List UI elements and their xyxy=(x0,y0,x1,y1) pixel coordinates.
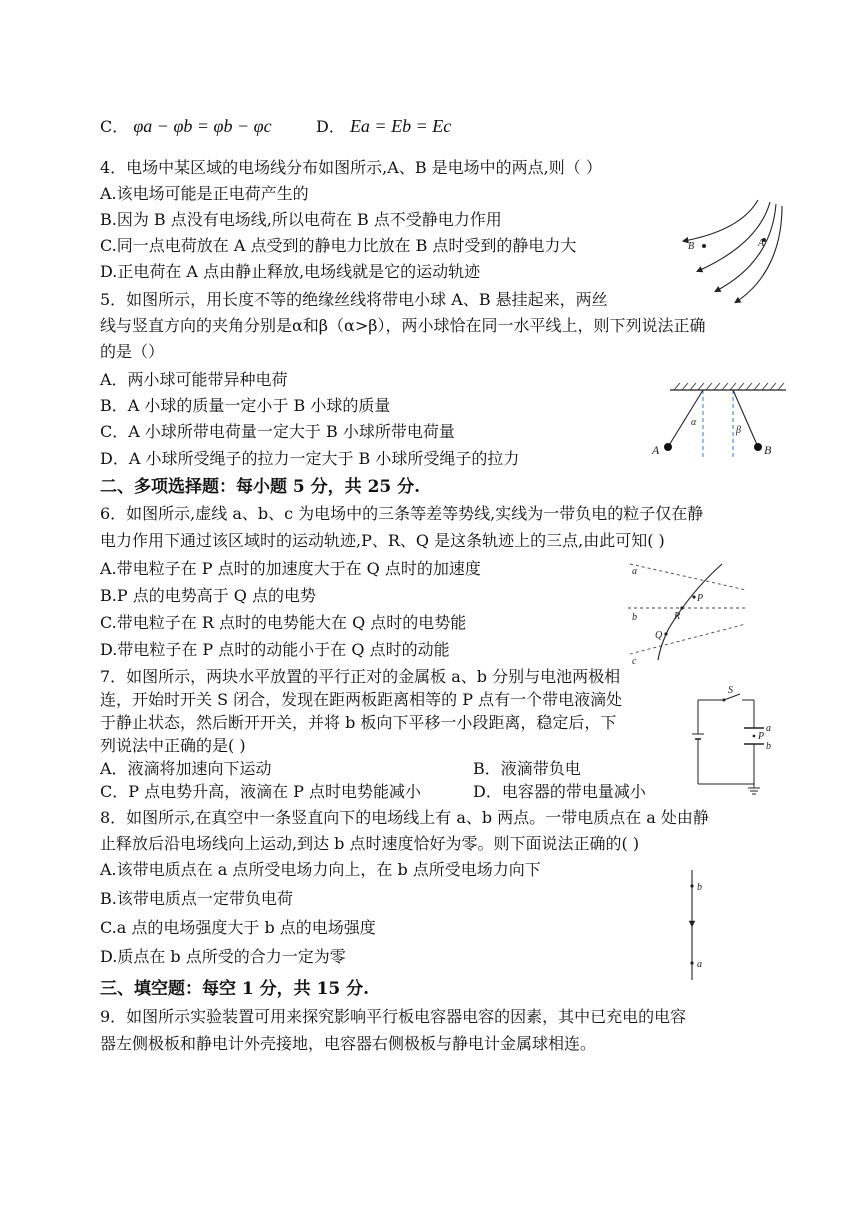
q6-label-b: b xyxy=(632,612,637,623)
q5-label-beta: β xyxy=(736,425,741,436)
q5-suspended-balls-figure xyxy=(648,380,790,462)
q4-label-b: B xyxy=(688,241,695,252)
q6-stem-line2: 电力作用下通过该区域时的运动轨迹,P、R、Q 是这条轨迹上的三点,由此可知( ) xyxy=(100,531,665,550)
q4-option-c: C.同一点电荷放在 A 点受到的静电力比放在 B 点时受到的静电力大 xyxy=(100,236,577,255)
q3-d-formula: Ea = Eb = Ec xyxy=(349,116,452,136)
q6-equipotential-figure xyxy=(624,560,750,666)
q7-option-d: D．电容器的带电量减小 xyxy=(473,782,646,801)
q8-option-a: A.该带电质点在 a 点所受电场力向上，在 b 点所受电场力向下 xyxy=(100,860,541,879)
q7-label-p: P xyxy=(758,731,765,742)
q5-option-c: C．A 小球所带电荷量一定大于 B 小球所带电荷量 xyxy=(100,422,455,441)
q8-label-a: a xyxy=(697,959,702,970)
q8-vertical-field-line-figure xyxy=(682,866,712,984)
q5-option-a: A．两小球可能带异种电荷 xyxy=(100,370,288,389)
q8-option-d: D.质点在 b 点所受的合力一定为零 xyxy=(100,947,346,966)
q6-label-q: Q xyxy=(655,630,663,641)
q6-label-p: P xyxy=(697,593,704,604)
q7-stem-line2: 连，开始时开关 S 闭合，发现在距两板距离相等的 P 点有一个带电液滴处 xyxy=(100,690,623,709)
q7-option-a: A．液滴将加速向下运动 xyxy=(100,759,272,778)
q8-stem-line2: 止释放后沿电场线向上运动,到达 b 点时速度恰好为零。则下面说法正确的( ) xyxy=(100,834,640,853)
q3-c-formula: φa − φb = φb − φc xyxy=(133,116,272,136)
q3-option-c xyxy=(100,116,272,137)
q8-label-b: b xyxy=(697,882,702,893)
q7-stem-line1: 7．如图所示，两块水平放置的平行正对的金属板 a、b 分别与电池两极相 xyxy=(100,667,621,686)
q6-option-b: B.P 点的电势高于 Q 点的电势 xyxy=(100,586,316,605)
q5-option-b: B．A 小球的质量一定小于 B 小球的质量 xyxy=(100,396,391,415)
q8-option-b: B.该带电质点一定带负电荷 xyxy=(100,889,293,908)
q5-label-b: B xyxy=(764,443,772,457)
q4-label-a: A xyxy=(758,238,765,249)
q3-option-d xyxy=(316,116,451,137)
q7-stem-line4: 列说法中正确的是( ) xyxy=(100,736,246,755)
q3-d-label: D． xyxy=(316,117,345,136)
q7-stem-line3: 于静止状态，然后断开开关，并将 b 板向下平移一小段距离，稳定后，下 xyxy=(100,713,617,732)
q9-stem-line1: 9．如图所示实验装置可用来探究影响平行板电容器电容的因素，其中已充电的电容 xyxy=(100,1007,687,1026)
q9-stem-line2: 器左侧极板和静电计外壳接地，电容器右侧极板与静电计金属球相连。 xyxy=(100,1034,597,1053)
section-2-heading: 二、多项选择题：每小题 5 分，共 25 分. xyxy=(100,477,421,497)
q8-option-c: C.a 点的电场强度大于 b 点的电场强度 xyxy=(100,918,376,937)
q4-option-b: B.因为 B 点没有电场线,所以电荷在 B 点不受静电力作用 xyxy=(100,210,502,229)
q7-capacitor-circuit-figure xyxy=(688,684,782,796)
q7-option-c: C．P 点电势升高，液滴在 P 点时电势能减小 xyxy=(100,782,422,801)
q6-option-c: C.带电粒子在 R 点时的电势能大在 Q 点时的电势能 xyxy=(100,613,467,632)
q6-label-r: R xyxy=(674,611,681,622)
q6-label-c: c xyxy=(632,656,637,666)
q6-option-d: D.带电粒子在 P 点时的动能小于在 Q 点时的动能 xyxy=(100,640,450,659)
q6-stem-line1: 6．如图所示,虚线 a、b、c 为电场中的三条等差等势线,实线为一带负电的粒子仅在静 xyxy=(100,504,704,523)
section-3-heading: 三、填空题：每空 1 分，共 15 分. xyxy=(100,979,370,999)
q6-option-a: A.带电粒子在 P 点时的加速度大于在 Q 点时的加速度 xyxy=(100,559,481,578)
q7-label-b: b xyxy=(766,741,771,752)
q5-option-d: D．A 小球所受绳子的拉力一定大于 B 小球所受绳子的拉力 xyxy=(100,449,520,468)
q3-c-label: C． xyxy=(100,117,129,136)
q4-option-d: D.正电荷在 A 点由静止释放,电场线就是它的运动轨迹 xyxy=(100,262,481,281)
q5-label-alpha: α xyxy=(691,417,697,428)
q7-label-s: S xyxy=(728,685,733,696)
q5-stem-line2: 线与竖直方向的夹角分别是α和β（α>β），两小球恰在同一水平线上，则下列说法正确 xyxy=(100,316,706,335)
q4-option-a: A.该电场可能是正电荷产生的 xyxy=(100,184,309,203)
q5-stem-line1: 5．如图所示，用长度不等的绝缘丝线将带电小球 A、B 悬挂起来，两丝 xyxy=(100,290,608,309)
q5-label-a: A xyxy=(652,443,660,457)
q5-stem-line3: 的是（） xyxy=(100,342,165,361)
q7-label-a: a xyxy=(766,723,771,734)
q4-stem: 4．电场中某区域的电场线分布如图所示,A、B 是电场中的两点,则（ ） xyxy=(100,158,602,177)
q4-field-line-figure xyxy=(676,196,786,308)
q7-option-b: B．液滴带负电 xyxy=(473,759,581,778)
q8-stem-line1: 8．如图所示,在真空中一条竖直向下的电场线上有 a、b 两点。一带电质点在 a 处由静 xyxy=(100,808,709,827)
q6-label-a: a xyxy=(632,566,637,577)
